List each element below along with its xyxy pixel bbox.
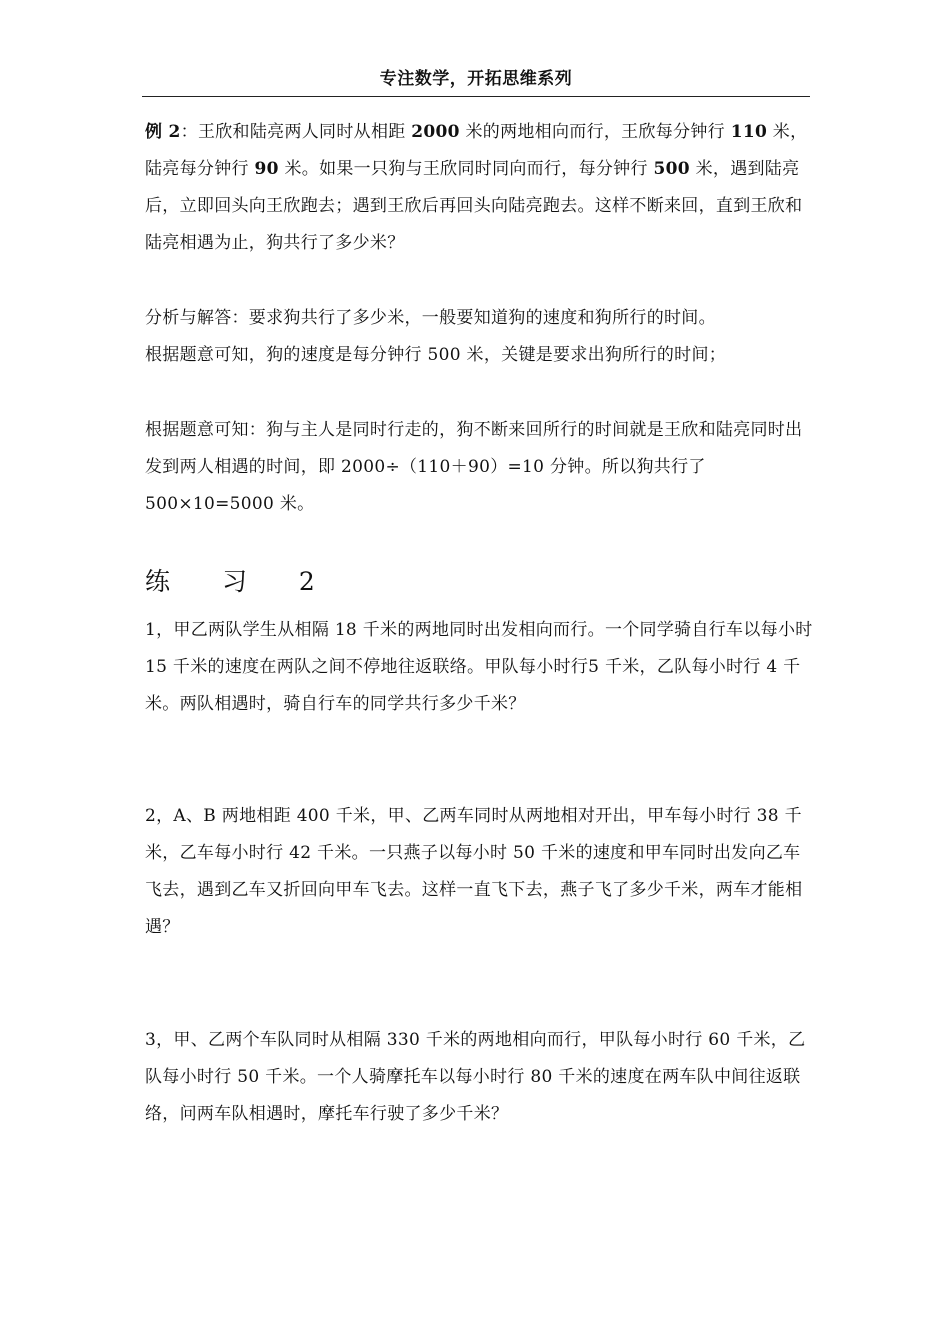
- practice-title: 练 习 2: [145, 567, 337, 596]
- practice-question-1: 1，甲乙两队学生从相隔 18 千米的两地同时出发相向而行。一个同学骑自行车以每小时 15 千米的速度在两队之间不停地往返联络。甲队每小时行5 千米，乙队每小时行 4 千米。两队相遇时，骑自行车的同学共行多少千米？: [145, 620, 813, 714]
- page-header: 专注数学，开拓思维系列: [142, 62, 810, 97]
- example-label: 例 2: [145, 122, 181, 142]
- analysis-line-1: 分析与解答：要求狗共行了多少米，一般要知道狗的速度和狗所行的时间。: [145, 308, 716, 328]
- example-problem: 例 2：王欣和陆亮两人同时从相距 2000 米的两地相向而行，王欣每分钟行 110 米，陆亮每分钟行 90 米。如果一只狗与王欣同时同向而行，每分钟行 500 米，遇到陆亮后，立即回头向王欣跑去；遇到王欣后再回头向陆亮跑去。这样不断来回，直到王欣和陆亮相遇为止，狗共行了多少米？: [145, 122, 808, 253]
- solution: [145, 412, 813, 523]
- practice-question-2: 2，A、B 两地相距 400 千米，甲、乙两车同时从两地相对开出，甲车每小时行 38 千米，乙车每小时行 42 千米。一只燕子以每小时 50 千米的速度和甲车同时出发向乙车飞去，遇到乙车又折回向甲车飞去。这样一直飞下去，燕子飞了多少千米，两车才能相遇？: [145, 806, 803, 937]
- analysis-line-2: 根据题意可知，狗的速度是每分钟行 500 米，关键是要求出狗所行的时间；: [145, 345, 727, 365]
- practice-question-3: 3，甲、乙两个车队同时从相隔 330 千米的两地相向而行，甲队每小时行 60 千米，乙队每小时行 50 千米。一个人骑摩托车以每小时行 80 千米的速度在两车队中间往返联络，问两车队相遇时，摩托车行驶了多少千米？: [145, 1030, 806, 1124]
- analysis: [145, 300, 813, 374]
- solution-text: 根据题意可知：狗与主人是同时行走的，狗不断来回所行的时间就是王欣和陆亮同时出发到两人相遇的时间，即 2000÷（110＋90）=10 分钟。所以狗共行了 500×10=5000 米。: [145, 420, 803, 514]
